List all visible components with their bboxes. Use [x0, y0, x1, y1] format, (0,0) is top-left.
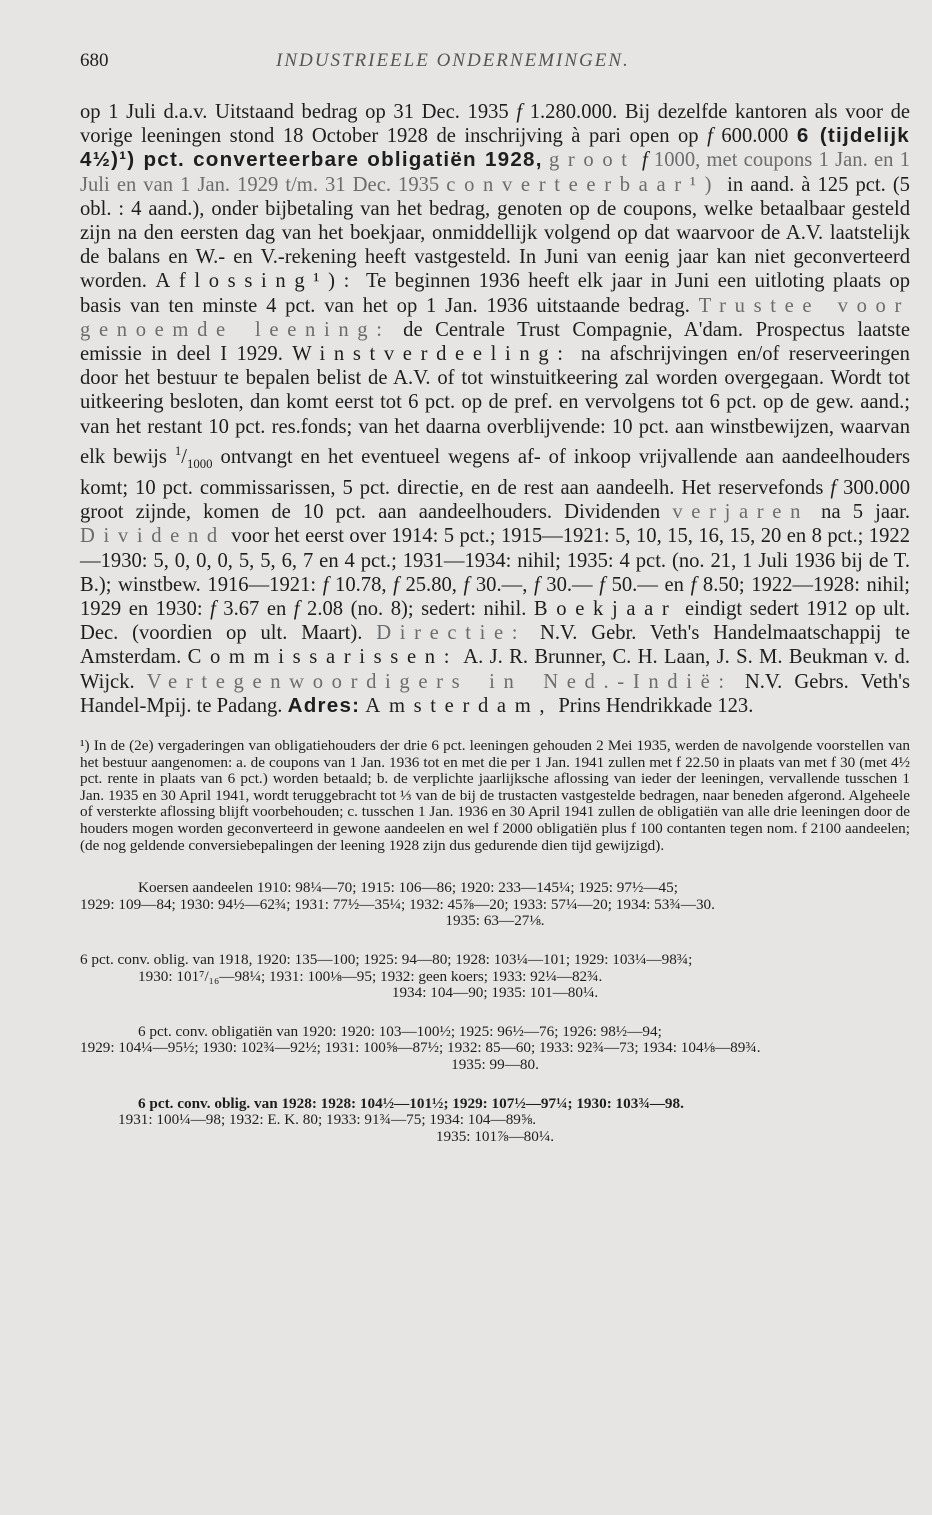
text-run: N.V. Gebrs. Veth's Handel-Mpij. te Padang.: [80, 670, 910, 717]
text-run: 2.08 (no. 8); sedert: nihil.: [299, 598, 534, 621]
spaced-term: Winstverdeeling:: [292, 343, 572, 366]
price-quotations: [80, 880, 910, 1145]
quote-line: 1930: 101⁷/₁₆—98¼; 1931: 100⅛—95; 1932: geen koers; 1933: 92¼—82¾.: [138, 967, 603, 985]
quotes-bonds-1920: [80, 1024, 910, 1074]
text-run: 8.50; 1922—1928: nihil; 1929 en 1930:: [80, 573, 911, 621]
text-run: 3.67 en: [215, 598, 294, 621]
spaced-term: Boekjaar: [533, 598, 678, 621]
running-title: INDUSTRIEELE ONDERNEMINGEN.: [276, 50, 630, 71]
quote-line: 1935: 99—80.: [451, 1055, 539, 1073]
entry-paragraph: op 1 Juli d.a.v. Uitstaand bedrag op 31 Dec. 1935 f 1.280.000. Bij dezelfde kantoren als voor de vorige leeningen stond 18 October 1928 de inschrijving à pari open op f 600.000 6 (tijdelijk 4½)¹) pct. converteerbare obligatiën 1928, groot f 1000, met coupons 1 Jan. en 1 Juli en van 1 Jan. 1929 t/m. 31 Dec. 1935 converteerbaar¹) in aand. à 125 pct. (5 obl. : 4 aand.), onder bijbetaling van het bedrag, genoten op de coupons, welke betaalbaar gesteld zijn na den eersten dag van het boekjaar, onmiddellijk volgend op dat waarvoor de A.V. laatstelijk de balans en W.- en V.-rekening heeft vastgesteld. In Juni van eenig jaar kan niet geconverteerd worden. Aflossing¹): Te beginnen 1936 heeft elk jaar in Juni een uitloting plaats op basis van ten minste 4 pct. van het op 1 Jan. 1936 uitstaande bedrag. Trustee voor genoemde leening: de Centrale Trust Compagnie, A'dam. Prospectus laatste emissie in deel I 1929. Winstverdeeling: na afschrijvingen en/of reserveeringen door het bestuur te bepalen belist de A.V. of tot winstuitkeering zal worden overgegaan. Wordt tot uitkeering besloten, dan komt eerst tot 6 pct. op de pref. en vervolgens tot 6 pct. op de gew. aand.; van het restant 10 pct. res.fonds; van het daarna overblijvende: 10 pct. aan winstbewijzen, waarvan elk bewijs $^1/_{1000}$ ontvangt en het eventueel wegens af- of inkoop vrijvallende aan aandeelhouders komt; 10 pct. commissarissen, 5 pct. directie, en de rest aan aandeelh. Het reservefonds f 300.000 groot zijnde, komen de 10 pct. aan aandeelhouders. Dividenden verjaren na 5 jaar. Dividend voor het eerst over 1914: 5 pct.; 1915—1921: 5, 10, 15, 16, 15, 20 en 8 pct.; 1922—1930: 5, 0, 0, 0, 5, 5, 6, 7 en 4 pct.; 1931—1934: nihil; 1935: 4 pct. (no. 21, 1 Juli 1936 bij de T. B.); winstbew. 1916—1921: f 10.78, f 25.80, f 30.—, f 30.— f 50.— en f 8.50; 1922—1928: nihil; 1929 en 1930: f 3.67 en f 2.08 (no. 8); sedert: nihil. Boekjaar eindigt sedert 1912 op ult. Dec. (voordien op ult. Maart). Directie: N.V. Gebr. Veth's Handelmaatschappij te Amsterdam. Commissarissen: A. J. R. Brunner, C. H. Laan, J. S. M. Beukman v. d. Wijck. Vertegenwoordigers in Ned.-Indië: N.V. Gebrs. Veth's Handel-Mpij. te Padang. Adres: Amsterdam, Prins Hendrikkade 123.: [80, 101, 911, 717]
quote-line: 1935: 63—27⅛.: [445, 912, 545, 930]
quote-line: 6 pct. conv. oblig. van 1918, 1920: 135—100; 1925: 94—80; 1928: 103¼—101; 1929: 103¼—98¾;: [80, 950, 693, 968]
florin-sign: f: [830, 477, 837, 500]
footnote-section: [80, 738, 910, 854]
spaced-term: Dividend: [80, 525, 226, 548]
florin-sign: f: [690, 573, 697, 596]
spaced-term: Directie:: [376, 622, 527, 645]
text-run: eindigt sedert 1912 op ult. Dec. (voordien op ult. Maart).: [80, 598, 911, 645]
text-run: na 5 jaar.: [809, 501, 910, 524]
text-run: ontvangt en het eventueel wegens af- of inkoop vrijvallende aan aandeelhouders komt; 10 pct. commissarissen, 5 pct. directie, en de rest aan aandeelh. Het reservefonds: [80, 445, 910, 500]
company-entry-text: [80, 100, 910, 718]
quote-line: 1931: 100¼—98; 1932: E. K. 80; 1933: 91¾—75; 1934: 104—89⅝.: [118, 1111, 537, 1129]
spaced-term: Trustee voor genoemde leening:: [80, 294, 910, 341]
text-run: 10.78,: [328, 573, 394, 596]
text-run: op 1 Juli d.a.v. Uitstaand bedrag op 31 Dec. 1935: [80, 101, 517, 123]
quote-line: 1934: 104—90; 1935: 101—80¼.: [391, 984, 599, 1002]
text-run: 1.280.000. Bij dezelfde kantoren als voor de vorige leeningen stond 18 October 1928 de inschrijving à pari open op: [80, 101, 911, 148]
text-run: voor het eerst over 1914: 5 pct.; 1915—1921: 5, 10, 15, 16, 15, 20 en 8 pct.; 1922—1930: 5, 0, 0, 0, 5, 5, 6, 7 en 4 pct.; 1931—1934: nihil; 1935: 4 pct. (no. 21, 1 Juli 1936 bij de T. B.); winstbew. 1916—1921:: [80, 525, 910, 596]
spaced-term: Aflossing¹):: [155, 270, 358, 293]
text-run: 50.— en: [604, 573, 691, 596]
fraction-denominator: 1000: [187, 456, 213, 471]
quote-line: 6 pct. conv. obligatiën van 1920: 1920: 103—100½; 1925: 96½—76; 1926: 98½—94;: [138, 1022, 662, 1040]
text-run: 1000, met coupons 1 Jan. en 1 Juli en van 1 Jan. 1929 t/m. 31 Dec. 1935: [80, 149, 910, 196]
quotes-shares: [80, 880, 910, 930]
text-run: N.V. Gebr. Veth's Handelmaatschappij te Amsterdam.: [80, 622, 910, 669]
text-run: 300.000 groot zijnde, komen de 10 pct. aan aandeelhouders. Dividenden: [80, 477, 910, 524]
quote-line: 1929: 109—84; 1930: 94½—62¾; 1931: 77½—35¼; 1932: 45⅞—20; 1933: 57¼—20; 1934: 53¾—30.: [80, 895, 715, 913]
bond-heading: 6 (tijdelijk 4½)¹) pct. converteerbare obligatiën 1928,: [80, 124, 910, 172]
address-label: Adres:: [287, 693, 361, 717]
spaced-term: groot: [548, 149, 636, 172]
text-run: Prins Hendrikkade 123.: [553, 694, 754, 717]
spaced-term: Vertegenwoordigers in Ned.-Indië:: [146, 670, 733, 693]
quote-line: Koersen aandeelen 1910: 98¼—70; 1915: 106—86; 1920: 233—145¼; 1925: 97½—45;: [138, 879, 678, 897]
quote-line: 1929: 104¼—95½; 1930: 102¾—92½; 1931: 100⅝—87½; 1932: 85—60; 1933: 92¾—73; 1934: 104⅛—89¾.: [80, 1039, 761, 1057]
text-run: 30.—,: [469, 573, 534, 596]
florin-sign: f: [210, 598, 216, 621]
florin-sign: f: [533, 573, 540, 596]
text-run: 600.000: [712, 125, 797, 148]
page-header: [80, 50, 910, 90]
florin-sign: f: [393, 573, 399, 596]
text-run: de Centrale Trust Compagnie, A'dam. Prospectus laatste emissie in deel I 1929.: [80, 318, 910, 366]
fraction-numerator: 1: [174, 443, 182, 458]
text-run: Te beginnen 1936 heeft elk jaar in Juni een uitloting plaats op basis van ten minste 4 pct. van het op 1 Jan. 1936 uitstaande bedrag.: [80, 270, 910, 317]
text-run: 25.80,: [398, 573, 464, 596]
florin-sign: f: [293, 598, 300, 621]
florin-sign: f: [322, 573, 329, 596]
footnote: ¹) In de (2e) vergaderingen van obligatiehouders der drie 6 pct. leeningen gehouden 2 Mei 1935, werden de navolgende voorstellen van het bestuur aangenomen: a. de coupons van 1 Jan. 1936 tot en met die per 1 Jan. 1941 zullen met f 22.50 in plaats van met f 30 (met 4½ pct. rente in plaats van 6 pct.) worden betaald; b. de verplichte jaarlijksche aflossing van ieder der leeningen, vervallende tusschen 1 Jan. 1935 en 30 April 1941, wordt teruggebracht tot ⅓ van de bij de trustacten vastgestelde bedragen, naar beneden afgerond. Algeheele of versterkte aflossing blijft voorbehouden; c. tusschen 1 Jan. 1936 en 30 April 1941 zullen de obligatiën van alle drie leeningen door de houders mogen worden geconverteerd in gewone aandeelen en wel f 2000 obligatiën plus f 100 contanten tegen nom. f 2100 aandeelen; (de nog geldende conversiebepalingen der leening 1928 zijn dus gedurende dien tijd gewijzigd).: [80, 737, 910, 854]
spaced-term: Commissarissen:: [187, 646, 459, 669]
quotes-bonds-1928: [80, 1096, 910, 1146]
quotes-bonds-1918: [80, 952, 910, 1002]
text-run: in aand. à 125 pct. (5 obl. : 4 aand.), onder bijbetaling van het bedrag, genoten op de coupons, welke betaalbaar gesteld zijn na den eersten dag van het boekjaar, onmiddellijk volgend op dat waarvoor de A.V. laatstelijk de balans en W.- en V.-rekening heeft vastgesteld. In Juni van eenig jaar kan niet geconverteerd worden.: [80, 173, 910, 293]
spaced-term: Amsterdam,: [365, 694, 554, 717]
quote-line: 1935: 101⅞—80¼.: [435, 1127, 555, 1145]
spaced-term: verjaren: [672, 501, 810, 524]
quote-line: 6 pct. conv. oblig. van 1928: 1928: 104½—101½; 1929: 107½—97¼; 1930: 103¾—98.: [138, 1094, 684, 1112]
text-run: A. J. R. Brunner, C. H. Laan, J. S. M. Beukman v. d. Wijck.: [80, 646, 910, 693]
text-run: na afschrijvingen en/of reserveeringen door het bestuur te bepalen belist de A.V. of tot winstuitkeering zal worden overgegaan. Wordt tot uitkeering besloten, dan komt eerst tot 6 pct. op de pref. en vervolgens tot 6 pct. op de gew. aand.; van het restant 10 pct. res.fonds; van het daarna overblijvende: 10 pct. aan winstbewijzen, waarvan elk bewijs: [80, 343, 910, 468]
florin-sign: f: [516, 101, 523, 123]
florin-sign: f: [707, 125, 713, 148]
page-number: 680: [80, 50, 109, 71]
florin-sign: f: [599, 573, 605, 596]
florin-sign: f: [641, 149, 648, 172]
florin-sign: f: [463, 573, 470, 596]
spaced-term: converteerbaar¹): [446, 173, 721, 196]
text-run: 30.—: [539, 573, 600, 596]
